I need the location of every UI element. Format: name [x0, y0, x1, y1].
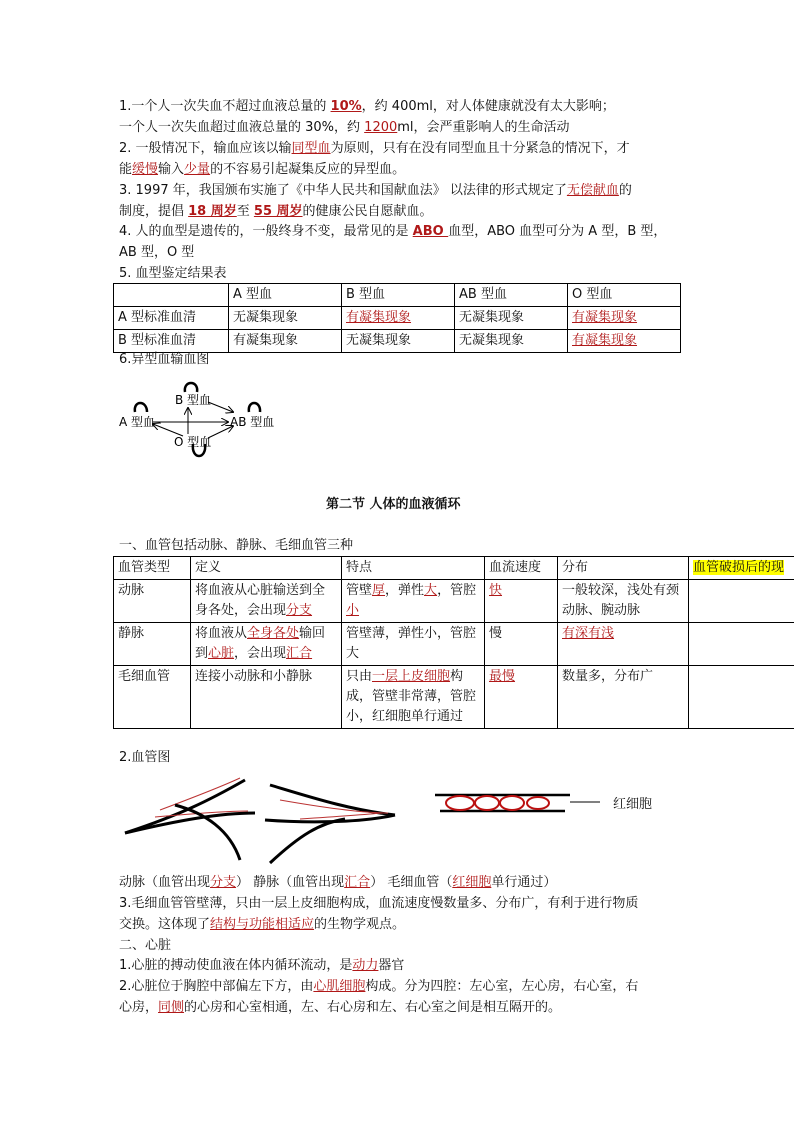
label-a: A 型血 — [119, 415, 156, 429]
heart-2b: 心房，同侧的心房和心室相通，左、右心房和左、右心室之间是相互隔开的。 — [119, 1000, 562, 1015]
table-row: B 型标准血清 有凝集现象 无凝集现象 无凝集现象 有凝集现象 — [114, 330, 681, 353]
para-2b: 能缓慢输入少量的不容易引起凝集反应的异型血。 — [119, 162, 406, 177]
label-o: O 型血 — [174, 435, 212, 449]
para-3: 3. 1997 年，我国颁布实施了《中华人民共和国献血法》 以法律的形式规定了无偿献血的 — [119, 183, 632, 198]
transfusion-diagram — [113, 372, 288, 464]
table-header-row: 血管类型 定义 特点 血流速度 分布 血管破损后的现 — [114, 557, 794, 580]
para-1b: 一个人一次失血超过血液总量的 30%，约 1200ml，会严重影响人的生命活动 — [119, 120, 570, 135]
label-b: B 型血 — [175, 393, 212, 407]
rbc-label: 红细胞 — [613, 797, 653, 812]
para-5: 5. 血型鉴定结果表 — [119, 266, 227, 281]
heart-2: 2.心脏位于胸腔中部偏左下方，由心肌细胞构成。分为四腔：左心室，左心房，右心室，右 — [119, 979, 639, 994]
para-7b: 交换。这体现了结构与功能相适应的生物学观点。 — [119, 917, 406, 932]
para-4b: AB 型，O 型 — [119, 245, 195, 260]
vessel-table — [113, 556, 794, 729]
subheading-2: 2.血管图 — [119, 750, 171, 765]
para-1: 1.一个人一次失血不超过血液总量的 10%，约 400ml，对人体健康就没有太大影响； — [119, 99, 615, 114]
para-3b: 制度，提倡 18 周岁至 55 周岁的健康公民自愿献血。 — [119, 204, 433, 219]
table-row: A 型标准血清 无凝集现象 有凝集现象 无凝集现象 有凝集现象 — [114, 307, 681, 330]
table-row: 静脉 将血液从全身各处输回到心脏，会出现汇合 管壁薄，弹性小，管腔大 慢 有深有浅 — [114, 623, 794, 666]
subheading-1: 一、血管包括动脉、静脉、毛细血管三种 — [119, 538, 354, 553]
table-row: 动脉 将血液从心脏输送到全身各处，会出现分支 管壁厚，弹性大，管腔小 快 一般较深，浅处有颈动脉、腕动脉 — [114, 580, 794, 623]
label-ab: AB 型血 — [230, 415, 275, 429]
para-7: 3.毛细血管管壁薄，只由一层上皮细胞构成，血流速度慢数量多、分布广，有利于进行物质 — [119, 896, 639, 911]
section-title: 第二节 人体的血液循环 — [326, 497, 461, 512]
blood-type-table — [113, 283, 681, 353]
vessel-diagram — [120, 775, 680, 870]
subheading-3: 二、心脏 — [119, 938, 172, 953]
table-header-row: A 型血 B 型血 AB 型血 O 型血 — [114, 284, 681, 307]
table-row: 毛细血管 连接小动脉和小静脉 只由一层上皮细胞构成，管壁非常薄，管腔小，红细胞单行通过 最慢 数量多，分布广 — [114, 666, 794, 729]
para-2: 2. 一般情况下，输血应该以输同型血为原则，只有在没有同型血且十分紧急的情况下，才 — [119, 141, 630, 156]
para-4: 4. 人的血型是遗传的，一般终身不变，最常见的是 ABO 血型，ABO 血型可分为 A 型，B 型， — [119, 224, 667, 239]
para-6: 6.异型血输血图 — [119, 352, 210, 367]
vessel-captions: 动脉（血管出现分支） 静脉（血管出现汇合） 毛细血管（红细胞单行通过） — [119, 875, 557, 890]
heart-1: 1.心脏的搏动使血液在体内循环流动，是动力器官 — [119, 958, 405, 973]
